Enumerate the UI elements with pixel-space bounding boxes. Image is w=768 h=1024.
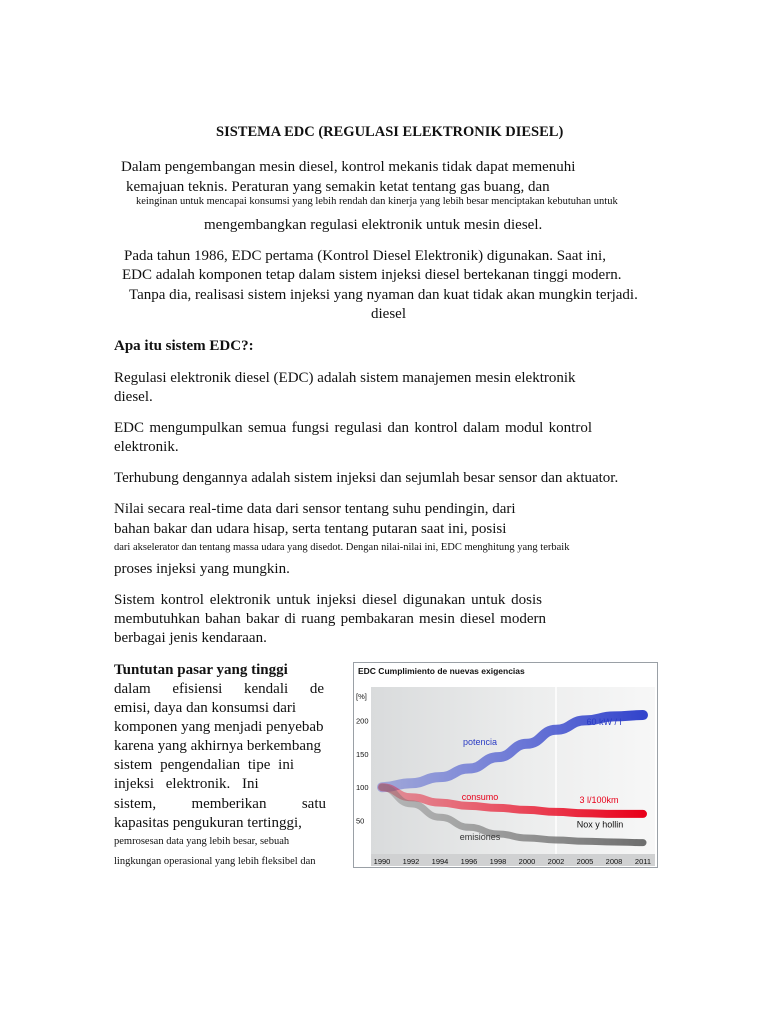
definition-line-2: diesel. [114, 389, 153, 405]
y-tick-label: 150 [356, 749, 369, 759]
y-tick-label: 100 [356, 783, 369, 793]
history-line-2: EDC adalah komponen tetap dalam sistem injeksi diesel bertekanan tinggi modern. [122, 267, 622, 283]
x-tick-label: 2005 [576, 857, 594, 866]
intro-line-4: mengembangkan regulasi elektronik untuk mesin diesel. [204, 217, 543, 233]
intro-line-1: Dalam pengembangan mesin diesel, kontrol mekanis tidak dapat memenuhi [121, 159, 576, 175]
collect-line-1: EDC mengumpulkan semua fungsi regulasi dan kontrol dalam modul kontrol [114, 420, 592, 436]
market-line-4: karena yang akhirnya berkembang [114, 738, 321, 754]
market-line-1: dalam efisiensi kendali de [114, 681, 324, 697]
x-tick-label: 2008 [605, 857, 623, 866]
market-line-8: kapasitas pengukuran tertinggi, [114, 815, 302, 831]
page-title: SISTEMA EDC (REGULASI ELEKTRONIK DIESEL) [216, 124, 564, 140]
market-line-10: lingkungan operasional yang lebih fleksibel dan [114, 856, 316, 867]
x-tick-label: 1992 [402, 857, 420, 866]
definition-line-1: Regulasi elektronik diesel (EDC) adalah sistem manajemen mesin elektronik [114, 370, 576, 386]
y-tick-label: 50 [356, 816, 365, 826]
realtime-line-2: bahan bakar dan udara hisap, serta tentang putaran saat ini, posisi [114, 521, 507, 537]
market-line-2: emisi, daya dan konsumsi dari [114, 700, 297, 716]
realtime-line-1: Nilai secara real-time data dari sensor tentang suhu pendingin, dari [114, 501, 516, 517]
x-tick-label: 2011 [634, 857, 652, 866]
x-tick-label: 1990 [373, 857, 391, 866]
market-line-6: injeksi elektronik. Ini [114, 776, 259, 792]
market-heading: Tuntutan pasar yang tinggi [114, 662, 288, 678]
control-line-3: berbagai jenis kendaraan. [114, 630, 267, 646]
x-tick-label: 2000 [518, 857, 536, 866]
history-line-3: Tanpa dia, realisasi sistem injeksi yang nyaman dan kuat tidak akan mungkin terjadi. [129, 287, 638, 303]
edc-chart [353, 662, 658, 868]
series-annotation-emisiones: Nox y hollin [576, 819, 624, 830]
intro-line-3: keinginan untuk mencapai konsumsi yang lebih rendah dan kinerja yang lebih besar menciptakan kebutuhan untuk [136, 196, 618, 207]
y-axis-unit-label: [%] [356, 692, 367, 701]
series-annotation-consumo: 3 l/100km [579, 795, 619, 806]
series-label-potencia: potencia [462, 737, 498, 748]
series-annotation-potencia: 60 kW / l [586, 717, 622, 728]
market-line-7: sistem, memberikan satu [114, 796, 326, 812]
control-line-2: membutuhkan bahan bakar di ruang pembakaran mesin diesel modern [114, 611, 546, 627]
x-tick-label: 1996 [460, 857, 478, 866]
history-line-1: Pada tahun 1986, EDC pertama (Kontrol Diesel Elektronik) digunakan. Saat ini, [124, 248, 606, 264]
x-tick-label: 2002 [547, 857, 565, 866]
market-line-9: pemrosesan data yang lebih besar, sebuah [114, 836, 290, 847]
connected-line: Terhubung dengannya adalah sistem injeksi dan sejumlah besar sensor dan aktuator. [114, 470, 619, 486]
y-tick-label: 200 [356, 716, 369, 726]
section-heading: Apa itu sistem EDC?: [114, 338, 254, 354]
x-tick-label: 1994 [431, 857, 449, 866]
realtime-line-3: dari akselerator dan tentang massa udara yang disedot. Dengan nilai-nilai ini, EDC menghitung yang terbaik [114, 542, 570, 553]
x-tick-label: 1998 [489, 857, 507, 866]
market-line-5: sistem pengendalian tipe ini [114, 757, 294, 773]
market-line-3: komponen yang menjadi penyebab [114, 719, 324, 735]
chart-title: EDC Cumplimiento de nuevas exigencias [358, 666, 525, 676]
realtime-line-4: proses injeksi yang mungkin. [114, 561, 290, 577]
control-line-1: Sistem kontrol elektronik untuk injeksi diesel digunakan untuk dosis [114, 592, 542, 608]
history-line-4: diesel [371, 306, 406, 322]
series-label-emisiones: emisiones [459, 831, 501, 842]
series-label-consumo: consumo [461, 791, 499, 802]
chart-canvas [354, 663, 657, 867]
intro-line-2: kemajuan teknis. Peraturan yang semakin ketat tentang gas buang, dan [126, 179, 550, 195]
collect-line-2: elektronik. [114, 439, 179, 455]
